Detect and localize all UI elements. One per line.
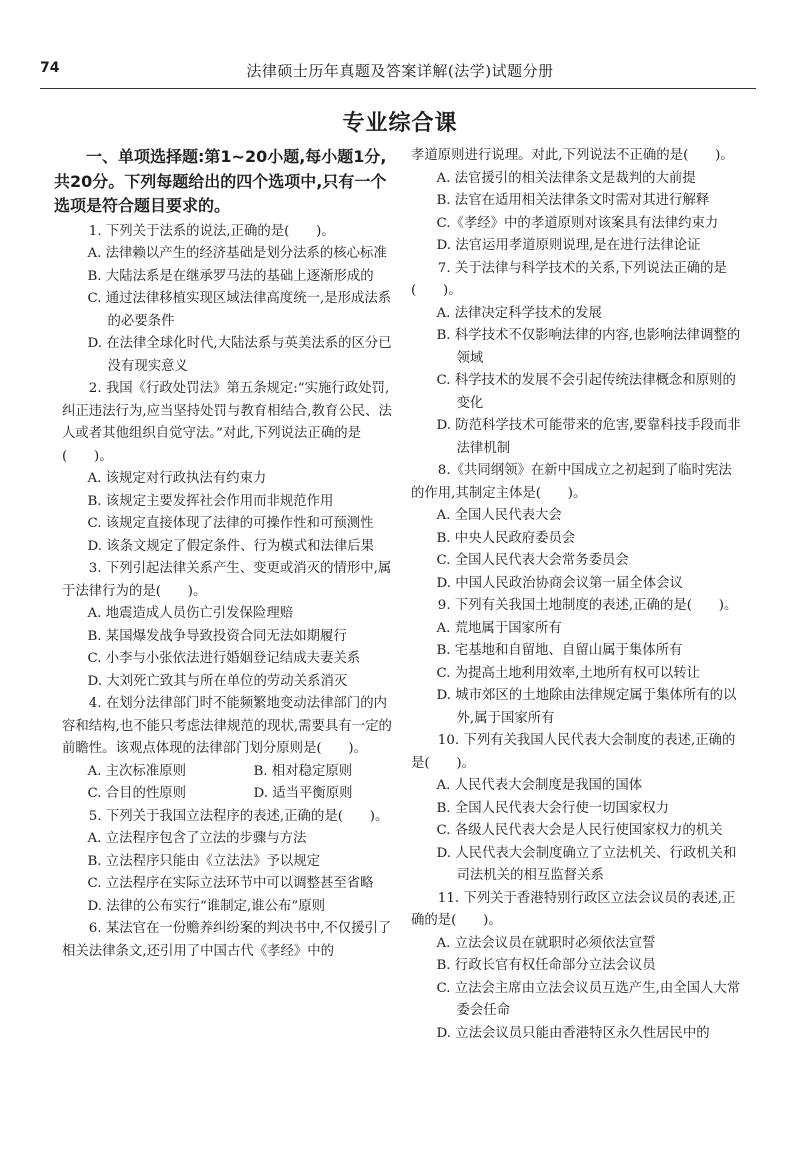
question-5-option-b: B. 立法程序只能由《立法法》予以规定 <box>87 853 321 869</box>
question-5-option-a: A. 立法程序包含了立法的步骤与方法 <box>87 831 307 846</box>
question-10-option-b: B. 全国人民代表大会行使一切国家权力 <box>436 800 670 816</box>
right-column <box>411 145 743 1045</box>
question-1-stem: 1. 下列关于法系的说法,正确的是( )。 <box>88 223 335 239</box>
left-column <box>54 145 394 963</box>
question-8-option-c: C. 全国人民代表大会常务委员会 <box>436 553 629 568</box>
question-1-option-c: C. 通过法律移植实现区域法律高度统一,是形成法系的必要条件 <box>87 291 392 329</box>
question-9-option-d: D. 城市郊区的土地除由法律规定属于集体所有的以外,属于国家所有 <box>436 688 737 726</box>
question-10-option-a: A. 人民代表大会制度是我国的国体 <box>436 778 643 793</box>
question-8-option-b: B. 中央人民政府委员会 <box>436 530 576 546</box>
question-3-option-c: C. 小李与小张依法进行婚姻登记结成夫妻关系 <box>87 651 361 666</box>
question-7-option-d: D. 防范科学技术可能带来的危害,要靠科技手段而非法律机制 <box>436 418 741 456</box>
question-1-option-d: D. 在法律全球化时代,大陆法系与英美法系的区分已没有现实意义 <box>87 336 392 374</box>
question-1-option-b: B. 大陆法系是在继承罗马法的基础上逐渐形成的 <box>87 268 374 284</box>
question-9-option-c: C. 为提高土地利用效率,土地所有权可以转让 <box>436 665 701 681</box>
question-4-option-b: B. 相对稳定原则 <box>253 763 353 779</box>
question-11-option-c: C. 立法会主席由立法会议员互选产生,由全国人大常委会任命 <box>436 980 741 1018</box>
question-6-option-c: C.《孝经》中的孝道原则对该案具有法律约束力 <box>436 215 719 231</box>
question-9-stem: 9. 下列有关我国土地制度的表述,正确的是( )。 <box>437 598 738 613</box>
question-7-option-b: B. 科学技术不仅影响法律的内容,也影响法律调整的领域 <box>436 328 741 366</box>
question-3-stem: 3. 下列引起法律关系产生、变更或消灭的情形中,属于法律行为的是( )。 <box>62 561 392 599</box>
question-6-option-a: A. 法官援引的相关法律条文是裁判的大前提 <box>436 170 696 186</box>
question-11-stem: 11. 下列关于香港特别行政区立法会议员的表述,正确的是( )。 <box>411 890 736 928</box>
question-8-option-a: A. 全国人民代表大会 <box>436 508 562 523</box>
section-title: 专业综合课 <box>342 111 458 136</box>
question-4-option-d: D. 适当平衡原则 <box>253 786 353 801</box>
question-2-option-c: C. 该规定直接体现了法律的可操作性和可预测性 <box>87 516 374 531</box>
question-1-option-a: A. 法律赖以产生的经济基础是划分法系的核心标准 <box>87 246 387 261</box>
question-5-stem: 5. 下列关于我国立法程序的表述,正确的是( )。 <box>88 808 389 824</box>
page-number: 74 <box>40 60 60 76</box>
question-11-option-a: A. 立法会议员在就职时必须依法宣誓 <box>436 935 656 951</box>
question-3-option-d: D. 大刘死亡致其与所在单位的劳动关系消灭 <box>87 673 348 689</box>
running-title: 法律硕士历年真题及答案详解(法学)试题分册 <box>246 62 554 80</box>
section-instructions: 一、单项选择题:第1~20小题,每小题1分,共20分。下列每题给出的四个选项中,只有一个选项是符合题目要求的。 <box>54 147 387 215</box>
question-6-stem-part-2: 孝道原则进行说理。对此,下列说法不正确的是( )。 <box>411 148 734 163</box>
question-10-stem: 10. 下列有关我国人民代表大会制度的表述,正确的是( )。 <box>411 733 736 771</box>
question-4-options-row-2 <box>62 783 394 806</box>
question-8-stem: 8.《共同纲领》在新中国成立之初起到了临时宪法的作用,其制定主体是( )。 <box>411 463 732 501</box>
question-2-option-d: D. 该条文规定了假定条件、行为模式和法律后果 <box>87 538 375 554</box>
question-4-option-c: C. 合目的性原则 <box>87 786 187 801</box>
question-5-option-d: D. 法律的公布实行“谁制定,谁公布”原则 <box>87 898 326 914</box>
question-7-option-a: A. 法律决定科学技术的发展 <box>436 305 602 321</box>
question-6-stem-part-1: 6. 某法官在一份赡养纠纷案的判决书中,不仅援引了相关法律条文,还引用了中国古代《孝经》中的 <box>62 921 392 959</box>
question-3-option-a: A. 地震造成人员伤亡引发保险理赔 <box>87 606 294 621</box>
question-7-stem: 7. 关于法律与科学技术的关系,下列说法正确的是( )。 <box>411 260 727 298</box>
question-7-option-c: C. 科学技术的发展不会引起传统法律概念和原则的变化 <box>436 373 736 411</box>
question-9-option-b: B. 宅基地和自留地、自留山属于集体所有 <box>436 643 683 658</box>
header-rule <box>40 88 756 89</box>
question-2-option-b: B. 该规定主要发挥社会作用而非规范作用 <box>87 493 334 509</box>
question-4-option-a: A. 主次标准原则 <box>87 763 186 779</box>
question-3-option-b: B. 某国爆发战争导致投资合同无法如期履行 <box>87 628 347 644</box>
question-6-option-d: D. 法官运用孝道原则说理,是在进行法律论证 <box>436 238 701 253</box>
question-2-option-a: A. 该规定对行政执法有约束力 <box>87 471 267 486</box>
question-6-option-b: B. 法官在适用相关法律条文时需对其进行解释 <box>436 193 710 208</box>
question-8-option-d: D. 中国人民政治协商会议第一届全体会议 <box>436 575 683 591</box>
question-10-option-d: D. 人民代表大会制度确立了立法机关、行政机关和司法机关的相互监督关系 <box>436 845 737 883</box>
question-5-option-c: C. 立法程序在实际立法环节中可以调整甚至省略 <box>87 876 374 891</box>
question-9-option-a: A. 荒地属于国家所有 <box>436 620 562 636</box>
question-11-option-d: D. 立法会议员只能由香港特区永久性居民中的 <box>436 1025 710 1041</box>
question-10-option-c: C. 各级人民代表大会是人民行使国家权力的机关 <box>436 823 723 838</box>
question-11-option-b: B. 行政长官有权任命部分立法会议员 <box>436 958 656 973</box>
question-2-stem: 2. 我国《行政处罚法》第五条规定:“实施行政处罚,纠正违法行为,应当坚持处罚与教育相结合,教育公民、法人或者其他组织自觉守法。”对此,下列说法正确的是( )。 <box>62 381 392 464</box>
question-4-stem: 4. 在划分法律部门时不能频繁地变动法律部门的内容和结构,也不能只考虑法律规范的现状,需要具有一定的前瞻性。该观点体现的法律部门划分原则是( )。 <box>62 696 392 756</box>
question-4-options-row-1 <box>62 761 394 784</box>
